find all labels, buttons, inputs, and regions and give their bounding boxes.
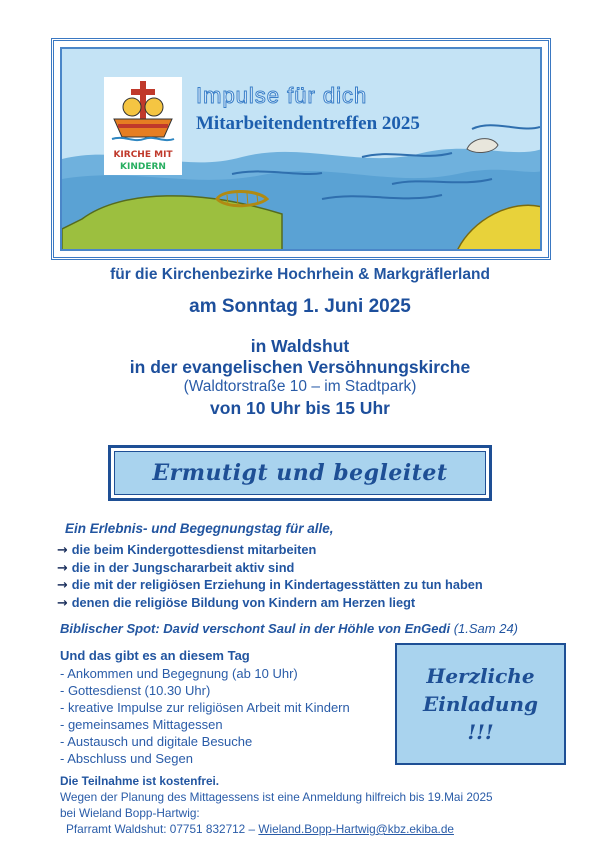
banner-title: Impulse für dich	[196, 83, 368, 108]
invitation-line: !!!	[467, 720, 494, 744]
invitation-line: Einladung	[423, 692, 538, 716]
event-city: in Waldshut	[250, 336, 350, 356]
contact-line	[66, 822, 454, 836]
email-link[interactable]: Wieland.Bopp-Hartwig@kbz.ekiba.de	[258, 822, 454, 836]
invitation-box	[395, 643, 566, 765]
arrow-right-icon: →	[57, 595, 68, 611]
bible-spot	[60, 621, 518, 636]
invitation-line: Herzliche	[426, 664, 535, 688]
motto-box	[108, 445, 492, 501]
free-notice: Die Teilnahme ist kostenfrei.	[60, 774, 220, 788]
audience-list	[57, 541, 483, 611]
arrow-right-icon: →	[57, 560, 68, 576]
contact-name: bei Wieland Bopp-Hartwig:	[60, 806, 200, 820]
svg-text:KINDERN: KINDERN	[120, 162, 166, 172]
bible-spot-reference: (1.Sam 24)	[453, 621, 519, 636]
event-time: von 10 Uhr bis 15 Uhr	[210, 398, 390, 418]
event-venue: in der evangelischen Versöhnungskirche	[129, 357, 471, 377]
boat-cross-children-logo	[104, 77, 182, 175]
list-item: - Gottesdienst (10.30 Uhr)	[60, 683, 211, 698]
motto-inner	[114, 451, 486, 495]
svg-text:KIRCHE MIT: KIRCHE MIT	[113, 150, 173, 160]
list-item: → die in der Jungschararbeit aktiv sind	[57, 559, 295, 576]
list-item: → die mit der religiösen Erziehung in Kindertagesstätten zu tun haben	[57, 577, 483, 593]
banner-subtitle: Mitarbeitendentreffen 2025	[196, 113, 420, 134]
registration-note: Wegen der Planung des Mittagessens ist eine Anmeldung hilfreich bis 19.Mai 2025	[60, 790, 493, 804]
program-heading: Und das gibt es an diesem Tag	[60, 648, 250, 663]
event-address: (Waldtorstraße 10 – im Stadtpark)	[183, 378, 417, 395]
program-list	[60, 665, 350, 767]
intro-text: Ein Erlebnis- und Begegnungstag für alle,	[65, 521, 334, 536]
header-banner	[51, 38, 551, 260]
office-phone: Pfarramt Waldshut: 07751 832712 –	[66, 822, 259, 836]
banner-illustration	[60, 47, 542, 251]
arrow-right-icon: →	[57, 543, 68, 558]
districts-text: für die Kirchenbezirke Hochrhein & Markgräflerland	[110, 266, 490, 283]
arrow-right-icon: →	[57, 578, 68, 593]
motto-text: Ermutigt und begleitet	[152, 460, 448, 486]
list-item: → denen die religiöse Bildung von Kindern am Herzen liegt	[57, 594, 416, 611]
list-item: - kreative Impulse zur religiösen Arbeit mit Kindern	[60, 700, 350, 715]
list-item: - Austausch und digitale Besuche	[60, 734, 253, 749]
list-item: - gemeinsames Mittagessen	[60, 717, 223, 732]
bible-spot-label: Biblischer Spot: David verschont Saul in der Höhle von EnGedi	[60, 621, 451, 636]
event-date: am Sonntag 1. Juni 2025	[189, 296, 411, 317]
list-item: → die beim Kindergottesdienst mitarbeiten	[57, 542, 317, 558]
list-item: - Abschluss und Segen	[60, 751, 193, 766]
kirche-mit-kindern-logo	[104, 77, 182, 175]
list-item: - Ankommen und Begegnung (ab 10 Uhr)	[60, 666, 298, 681]
